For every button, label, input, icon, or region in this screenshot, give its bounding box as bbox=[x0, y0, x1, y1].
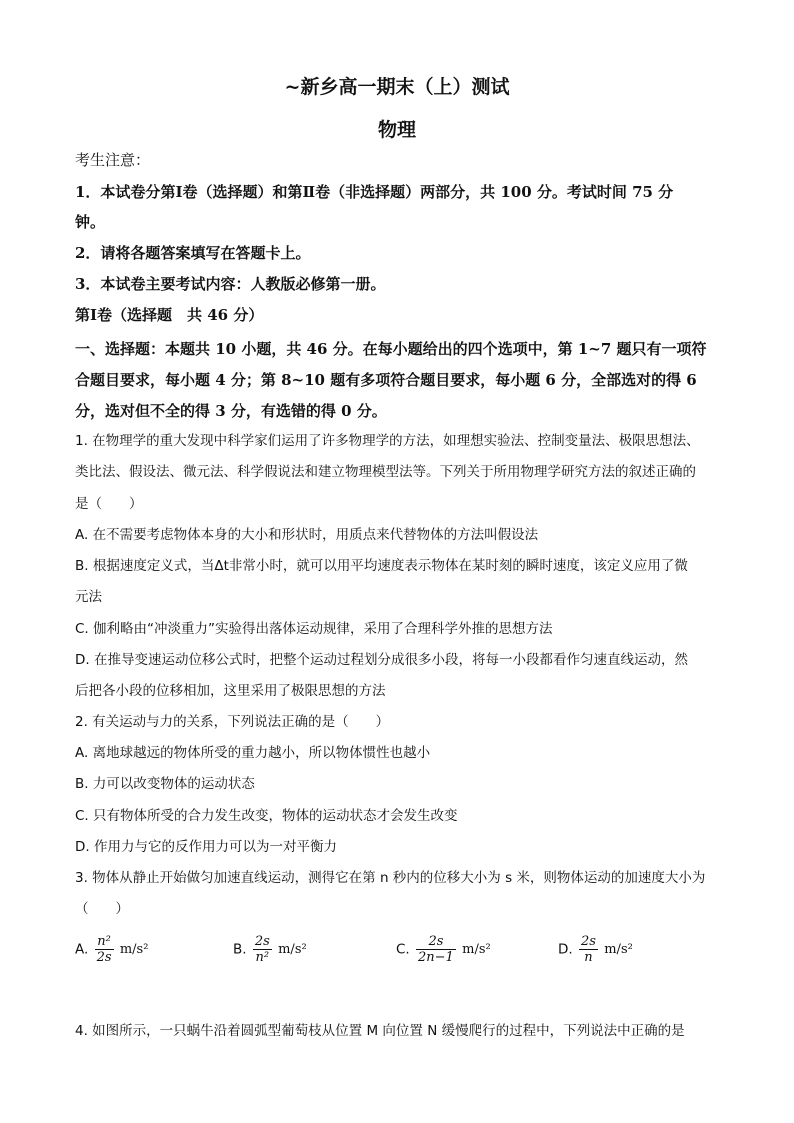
q1-option-b-cont: 元法 bbox=[75, 589, 102, 605]
q3-option-d bbox=[558, 934, 633, 965]
q1-option-d: D. 在推导变速运动位移公式时，把整个运动过程划分成很多小段，将每一小段都看作匀速直线运动，然 bbox=[75, 652, 688, 668]
q3-option-b bbox=[233, 934, 307, 965]
q3-stem-2: （ ） bbox=[75, 901, 129, 917]
q3-option-d-unit: m/s² bbox=[604, 942, 633, 957]
notice-item-3: 3．本试卷主要考试内容：人教版必修第一册。 bbox=[75, 275, 386, 293]
exam-title: ~新乡高一期末（上）测试 bbox=[284, 76, 510, 98]
q1-option-c: C. 伽利略由“冲淡重力”实验得出落体运动规律，采用了合理科学外推的思想方法 bbox=[75, 621, 553, 637]
q1-stem-3: 是（ ） bbox=[75, 496, 143, 512]
q1-option-d-cont: 后把各小段的位移相加，这里采用了极限思想的方法 bbox=[75, 683, 386, 699]
q3-option-a-label: A. bbox=[75, 941, 89, 958]
q3-option-c bbox=[396, 934, 491, 965]
q3-option-a-numerator: n² bbox=[95, 934, 114, 950]
section-instructions-2: 合题目要求，每小题 4 分；第 8~10 题有多项符合题目要求，每小题 6 分，全部选对的得 6 bbox=[75, 371, 697, 389]
q2-option-a: A. 离地球越远的物体所受的重力越小，所以物体惯性也越小 bbox=[75, 745, 431, 761]
q1-stem: 1. 在物理学的重大发现中科学家们运用了许多物理学的方法，如理想实验法、控制变量法、极限思想法、 bbox=[75, 433, 700, 449]
q3-option-d-numerator: 2s bbox=[580, 934, 596, 949]
q3-option-c-numerator: 2s bbox=[416, 934, 456, 950]
q3-option-b-fraction bbox=[253, 934, 272, 965]
q3-stem: 3. 物体从静止开始做匀加速直线运动，测得它在第 n 秒内的位移大小为 s 米，则物体运动的加速度大小为 bbox=[75, 870, 706, 886]
q3-option-a-unit: m/s² bbox=[119, 942, 149, 957]
q3-option-b-denominator: n² bbox=[255, 950, 270, 965]
q3-option-b-numerator: 2s bbox=[254, 934, 270, 949]
notice-item-1: 1．本试卷分第Ⅰ卷（选择题）和第Ⅱ卷（非选择题）两部分，共 100 分。考试时间 75 分 bbox=[75, 183, 674, 201]
q3-option-c-denominator: 2n−1 bbox=[418, 950, 454, 965]
notice-item-1-cont: 钟。 bbox=[75, 213, 106, 231]
q3-option-a-fraction bbox=[95, 934, 114, 965]
q3-option-c-label: C. bbox=[396, 941, 410, 958]
section-instructions: 一、选择题：本题共 10 小题，共 46 分。在每小题给出的四个选项中，第 1~7 题只有一项符 bbox=[75, 340, 707, 358]
q3-option-d-denominator: n bbox=[584, 950, 593, 965]
section-instructions-3: 分，选对但不全的得 3 分，有选错的得 0 分。 bbox=[75, 402, 387, 420]
q2-option-b: B. 力可以改变物体的运动状态 bbox=[75, 776, 255, 792]
notice-item-2: 2．请将各题答案填写在答题卡上。 bbox=[75, 244, 311, 262]
q3-option-d-label: D. bbox=[558, 941, 573, 958]
q1-option-a: A. 在不需要考虑物体本身的大小和形状时，用质点来代替物体的方法叫假设法 bbox=[75, 527, 539, 543]
q3-option-d-fraction bbox=[579, 934, 598, 965]
q3-option-c-fraction bbox=[416, 934, 456, 965]
q2-stem: 2. 有关运动与力的关系，下列说法正确的是（ ） bbox=[75, 714, 390, 730]
q1-stem-2: 类比法、假设法、微元法、科学假说法和建立物理模型法等。下列关于所用物理学研究方法的叙述正确的 bbox=[75, 464, 696, 480]
q3-option-a-denominator: 2s bbox=[96, 950, 112, 965]
q4-stem: 4. 如图所示，一只蜗牛沿着圆弧型葡萄枝从位置 M 向位置 N 缓慢爬行的过程中，下列说法中正确的是 bbox=[75, 1023, 685, 1039]
q3-option-b-unit: m/s² bbox=[278, 942, 307, 957]
subject-title: 物理 bbox=[377, 119, 416, 141]
section-heading: 第Ⅰ卷（选择题 共 46 分） bbox=[75, 306, 264, 324]
q2-option-c: C. 只有物体所受的合力发生改变，物体的运动状态才会发生改变 bbox=[75, 808, 458, 824]
q3-option-c-unit: m/s² bbox=[462, 942, 491, 957]
notice-heading: 考生注意： bbox=[75, 151, 151, 169]
q3-option-a bbox=[75, 934, 148, 965]
q1-option-b: B. 根据速度定义式，当Δt非常小时，就可以用平均速度表示物体在某时刻的瞬时速度，该定义应用了微 bbox=[75, 558, 688, 574]
q2-option-d: D. 作用力与它的反作用力可以为一对平衡力 bbox=[75, 839, 337, 855]
q3-option-b-label: B. bbox=[233, 941, 247, 958]
